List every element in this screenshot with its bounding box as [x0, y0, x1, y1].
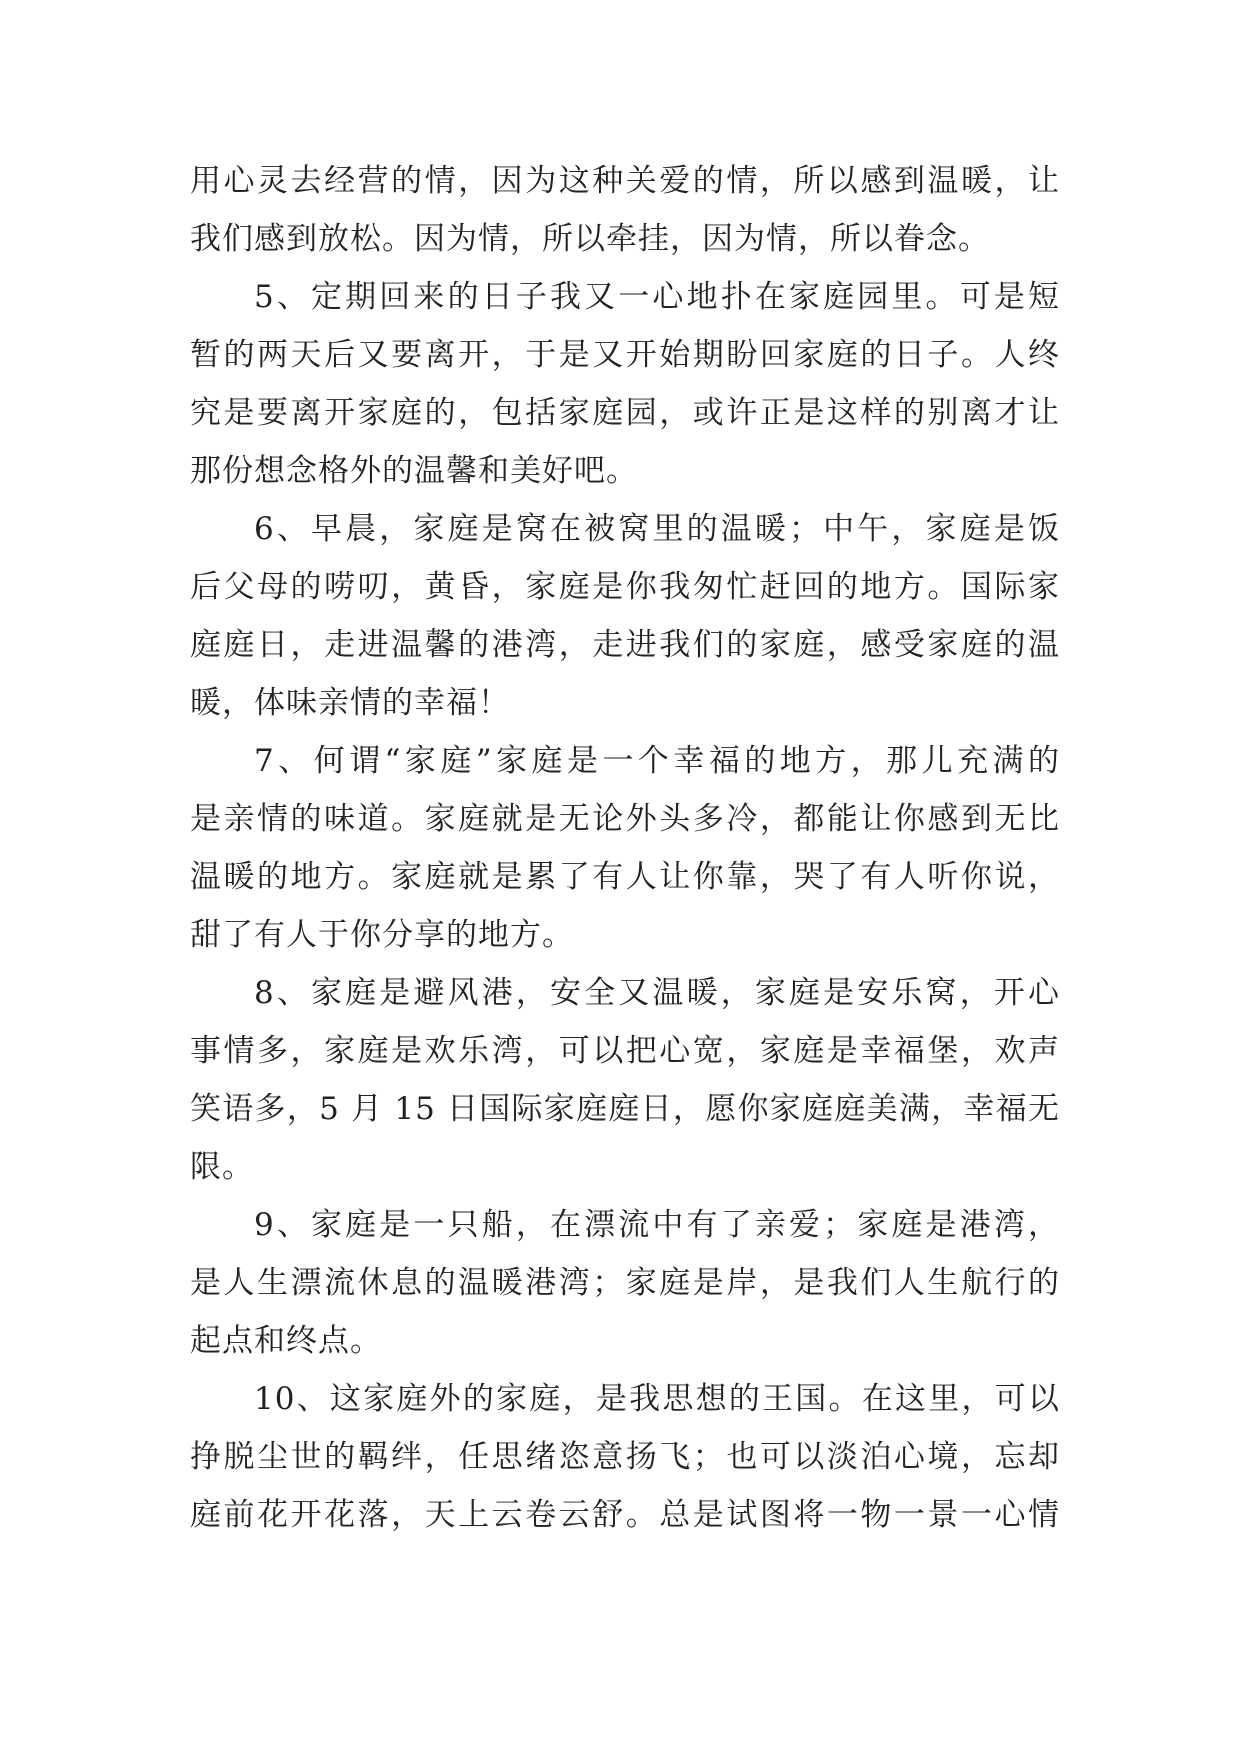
paragraph-7-line: 7、何谓“家庭”家庭是一个幸福的地方，那儿充满的	[254, 743, 1060, 779]
text-line: 笑语多，5 月 15 日国际家庭庭日，愿你家庭庭美满，幸福无	[190, 1091, 1060, 1127]
paragraph-8-line: 8、家庭是避风港，安全又温暖，家庭是安乐窝，开心	[254, 975, 1060, 1011]
text-line: 限。	[190, 1149, 254, 1185]
text-line: 甜了有人于你分享的地方。	[190, 917, 574, 953]
text-line: 事情多，家庭是欢乐湾，可以把心宽，家庭是幸福堡，欢声	[190, 1033, 1060, 1069]
paragraph-9-line: 9、家庭是一只船，在漂流中有了亲爱；家庭是港湾，	[254, 1207, 1060, 1243]
text-line: 挣脱尘世的羁绊，任思绪恣意扬飞；也可以淡泊心境，忘却	[190, 1439, 1060, 1475]
text-line: 后父母的唠叨，黄昏，家庭是你我匆忙赶回的地方。国际家	[190, 569, 1060, 605]
text-line: 庭庭日，走进温馨的港湾，走进我们的家庭，感受家庭的温	[190, 627, 1060, 663]
paragraph-5-line: 5、定期回来的日子我又一心地扑在家庭园里。可是短	[254, 279, 1060, 315]
text-line: 用心灵去经营的情，因为这种关爱的情，所以感到温暖，让	[190, 163, 1060, 199]
text-line: 起点和终点。	[190, 1323, 382, 1359]
text-line: 究是要离开家庭的，包括家庭园，或许正是这样的别离才让	[190, 395, 1060, 431]
text-line: 暖，体味亲情的幸福！	[190, 685, 510, 721]
text-line: 我们感到放松。因为情，所以牵挂，因为情，所以眷念。	[190, 221, 990, 257]
text-line: 庭前花开花落，天上云卷云舒。总是试图将一物一景一心情	[190, 1497, 1060, 1533]
text-line: 那份想念格外的温馨和美好吧。	[190, 453, 638, 489]
document-body	[190, 152, 1060, 1544]
text-line: 是亲情的味道。家庭就是无论外头多冷，都能让你感到无比	[190, 801, 1060, 837]
paragraph-10-line: 10、这家庭外的家庭，是我思想的王国。在这里，可以	[254, 1381, 1060, 1417]
paragraph-6-line: 6、早晨，家庭是窝在被窝里的温暖；中午，家庭是饭	[254, 511, 1060, 547]
text-line: 暂的两天后又要离开，于是又开始期盼回家庭的日子。人终	[190, 337, 1060, 373]
text-line: 温暖的地方。家庭就是累了有人让你靠，哭了有人听你说，	[190, 859, 1060, 895]
text-line: 是人生漂流休息的温暖港湾；家庭是岸，是我们人生航行的	[190, 1265, 1060, 1301]
